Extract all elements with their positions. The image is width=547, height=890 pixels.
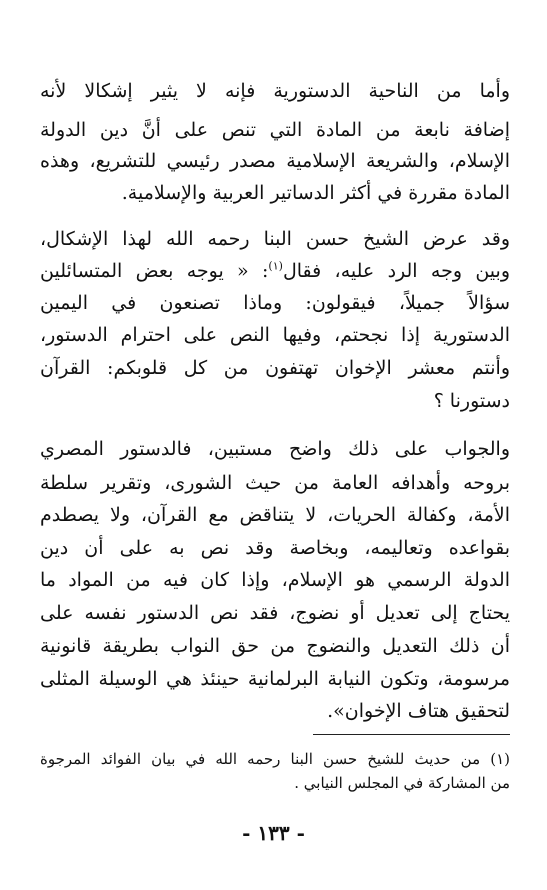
- paragraph-1-line-3: الإسلام، والشريعة الإسلامية مصدر رئيسي للتشريع، وهذه: [40, 150, 510, 172]
- paragraph-2-line-5: وأنتم معشر الإخوان تهتفون من كل قلوبكم: القرآن: [40, 357, 510, 379]
- paragraph-1-line-1: وأما من الناحية الدستورية فإنه لا يثير إشكالا لأنه: [40, 80, 510, 102]
- paragraph-3-line-9: لتحقيق هتاف الإخوان».: [327, 700, 510, 722]
- paragraph-2-line-2-end: : « يوجه بعض المتسائلين: [40, 260, 269, 282]
- footnote-separator: [313, 734, 510, 735]
- paragraph-2-line-3: سؤالاً جميلاً، فيقولون: وماذا تصنعون في اليمين: [40, 292, 510, 314]
- page-number: - ١٣٣ -: [242, 821, 305, 845]
- paragraph-3-line-5: الدولة الرسمي هو الإسلام، وإذا كان فيه من المواد ما: [40, 569, 510, 591]
- paragraph-2-line-1: وقد عرض الشيخ حسن البنا رحمه الله لهذا الإشكال،: [40, 228, 510, 250]
- paragraph-3-line-6: يحتاج إلى تعديل أو نضوج، فقد نص الدستور نفسه على: [40, 602, 510, 624]
- paragraph-2-line-4: الدستورية إذا نجحتم، وفيها النص على احترام الدستور،: [40, 324, 510, 346]
- paragraph-1-line-2: إضافة نابعة من المادة التي تنص على أنَّ دين الدولة: [40, 119, 510, 141]
- paragraph-3-line-8: مرسومة، وتكون النيابة البرلمانية حينئذ هي الوسيلة المثلى: [40, 668, 510, 690]
- paragraph-2-line-2: [40, 258, 510, 284]
- footnote-line-1: (١) من حديث للشيخ حسن البنا رحمه الله في بيان الفوائد المرجوة: [40, 750, 510, 768]
- paragraph-3-line-7: أن ذلك التعديل والنضوج من حق النواب بطريقة قانونية: [40, 635, 510, 657]
- paragraph-2-line-6: دستورنا ؟: [433, 390, 510, 412]
- footnote-line-2: من المشاركة في المجلس النيابي .: [294, 774, 510, 792]
- footnote-marker: (١): [268, 259, 283, 273]
- paragraph-3-line-1: والجواب على ذلك واضح مستبين، فالدستور المصري: [40, 438, 510, 460]
- paragraph-2-line-2-start: وبين وجه الرد عليه، فقال: [282, 260, 511, 282]
- paragraph-3-line-2: بروحه وأهدافه العامة من حيث الشورى، وتقرير سلطة: [40, 472, 510, 494]
- paragraph-1-line-4: المادة مقررة في أكثر الدساتير العربية والإسلامية.: [121, 182, 510, 204]
- paragraph-3-line-4: بقواعده وتعاليمه، وبخاصة وقد نص به على أن دين: [40, 537, 510, 559]
- paragraph-3-line-3: الأمة، وكفالة الحريات، لا يتناقض مع القرآن، ولا يصطدم: [40, 504, 510, 526]
